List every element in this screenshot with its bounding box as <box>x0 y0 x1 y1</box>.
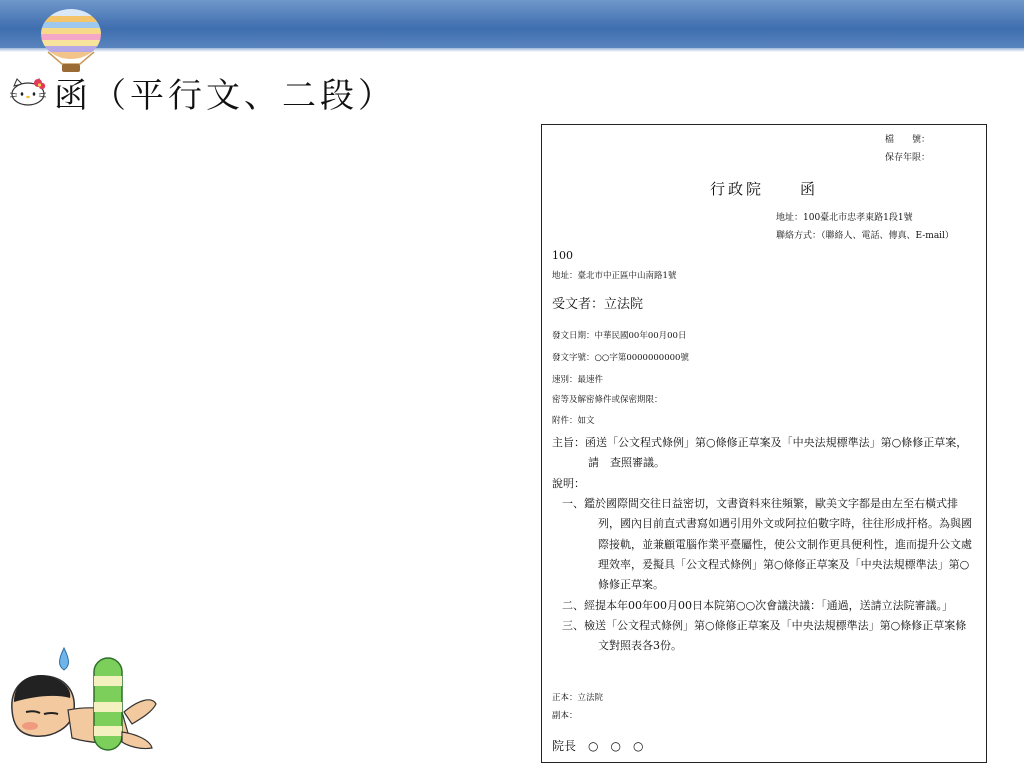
explanation-item-1: 一、鑑於國際間交往日益密切，文書資料來往頻繁，歐美文字都是由左至右橫式排列，國內目前直式書寫如遇引用外文或阿拉伯數字時，往往形成扞格。為與國際接軌，並兼顧電腦作業平臺屬性，使公文制作更具便利性，進而提升公文處理效率，爰擬具「公文程式條例」第○條修正草案及「中央法規標準法」第○條修正草案。 <box>562 497 972 592</box>
issue-date: 發文日期：中華民國00年00月00日 <box>552 331 687 341</box>
hot-air-balloon-icon <box>38 8 104 74</box>
explanation-item-2: 二、經提本年00年00月00日本院第○○次會議決議：「通過，送請立法院審議。」 <box>562 598 954 612</box>
hello-kitty-icon <box>8 77 48 107</box>
recipient: 受文者：立法院 <box>552 297 644 312</box>
document-org-title: 行政院 函 <box>709 180 818 198</box>
slide-title-row <box>8 70 396 114</box>
contact-info: 聯絡方式：（聯絡人、電話、傳真、E-mail） <box>776 231 954 241</box>
cartoon-boy-icon <box>4 640 160 752</box>
carbon-copy: 副本： <box>552 711 578 721</box>
delivery-speed: 速別：最速件 <box>552 375 604 385</box>
document-number: 發文字號：○○字第0000000000號 <box>552 353 689 363</box>
sender-address: 地址：100臺北市忠孝東路1段1號 <box>776 213 913 223</box>
attachment: 附件：如文 <box>552 416 595 426</box>
document-body <box>552 433 976 657</box>
explanation-item-3: 三、檢送「公文程式條例」第○條修正草案及「中央法規標準法」第○條修正草案條文對照表各3份。 <box>562 619 967 653</box>
postal-code: 100 <box>552 249 573 262</box>
recipient-address: 地址：臺北市中正區中山南路1號 <box>552 271 677 281</box>
explanation-label: 說明： <box>552 476 585 490</box>
slide-title: 函（平行文、二段） <box>54 75 396 116</box>
signature-line: 院長 ○ ○ ○ <box>552 739 644 753</box>
main-copy: 正本：立法院 <box>552 693 604 703</box>
file-number-label: 檔 號： <box>884 135 930 145</box>
official-letter-document <box>541 124 987 763</box>
secrecy-level: 密等及解密條件或保密期限： <box>552 395 663 405</box>
header-band <box>0 0 1024 52</box>
subject-paragraph: 主旨：函送「公文程式條例」第○條修正草案及「中央法規標準法」第○條修正草案，請 查照審議。 <box>552 436 968 470</box>
retention-period-label: 保存年限： <box>884 153 930 163</box>
